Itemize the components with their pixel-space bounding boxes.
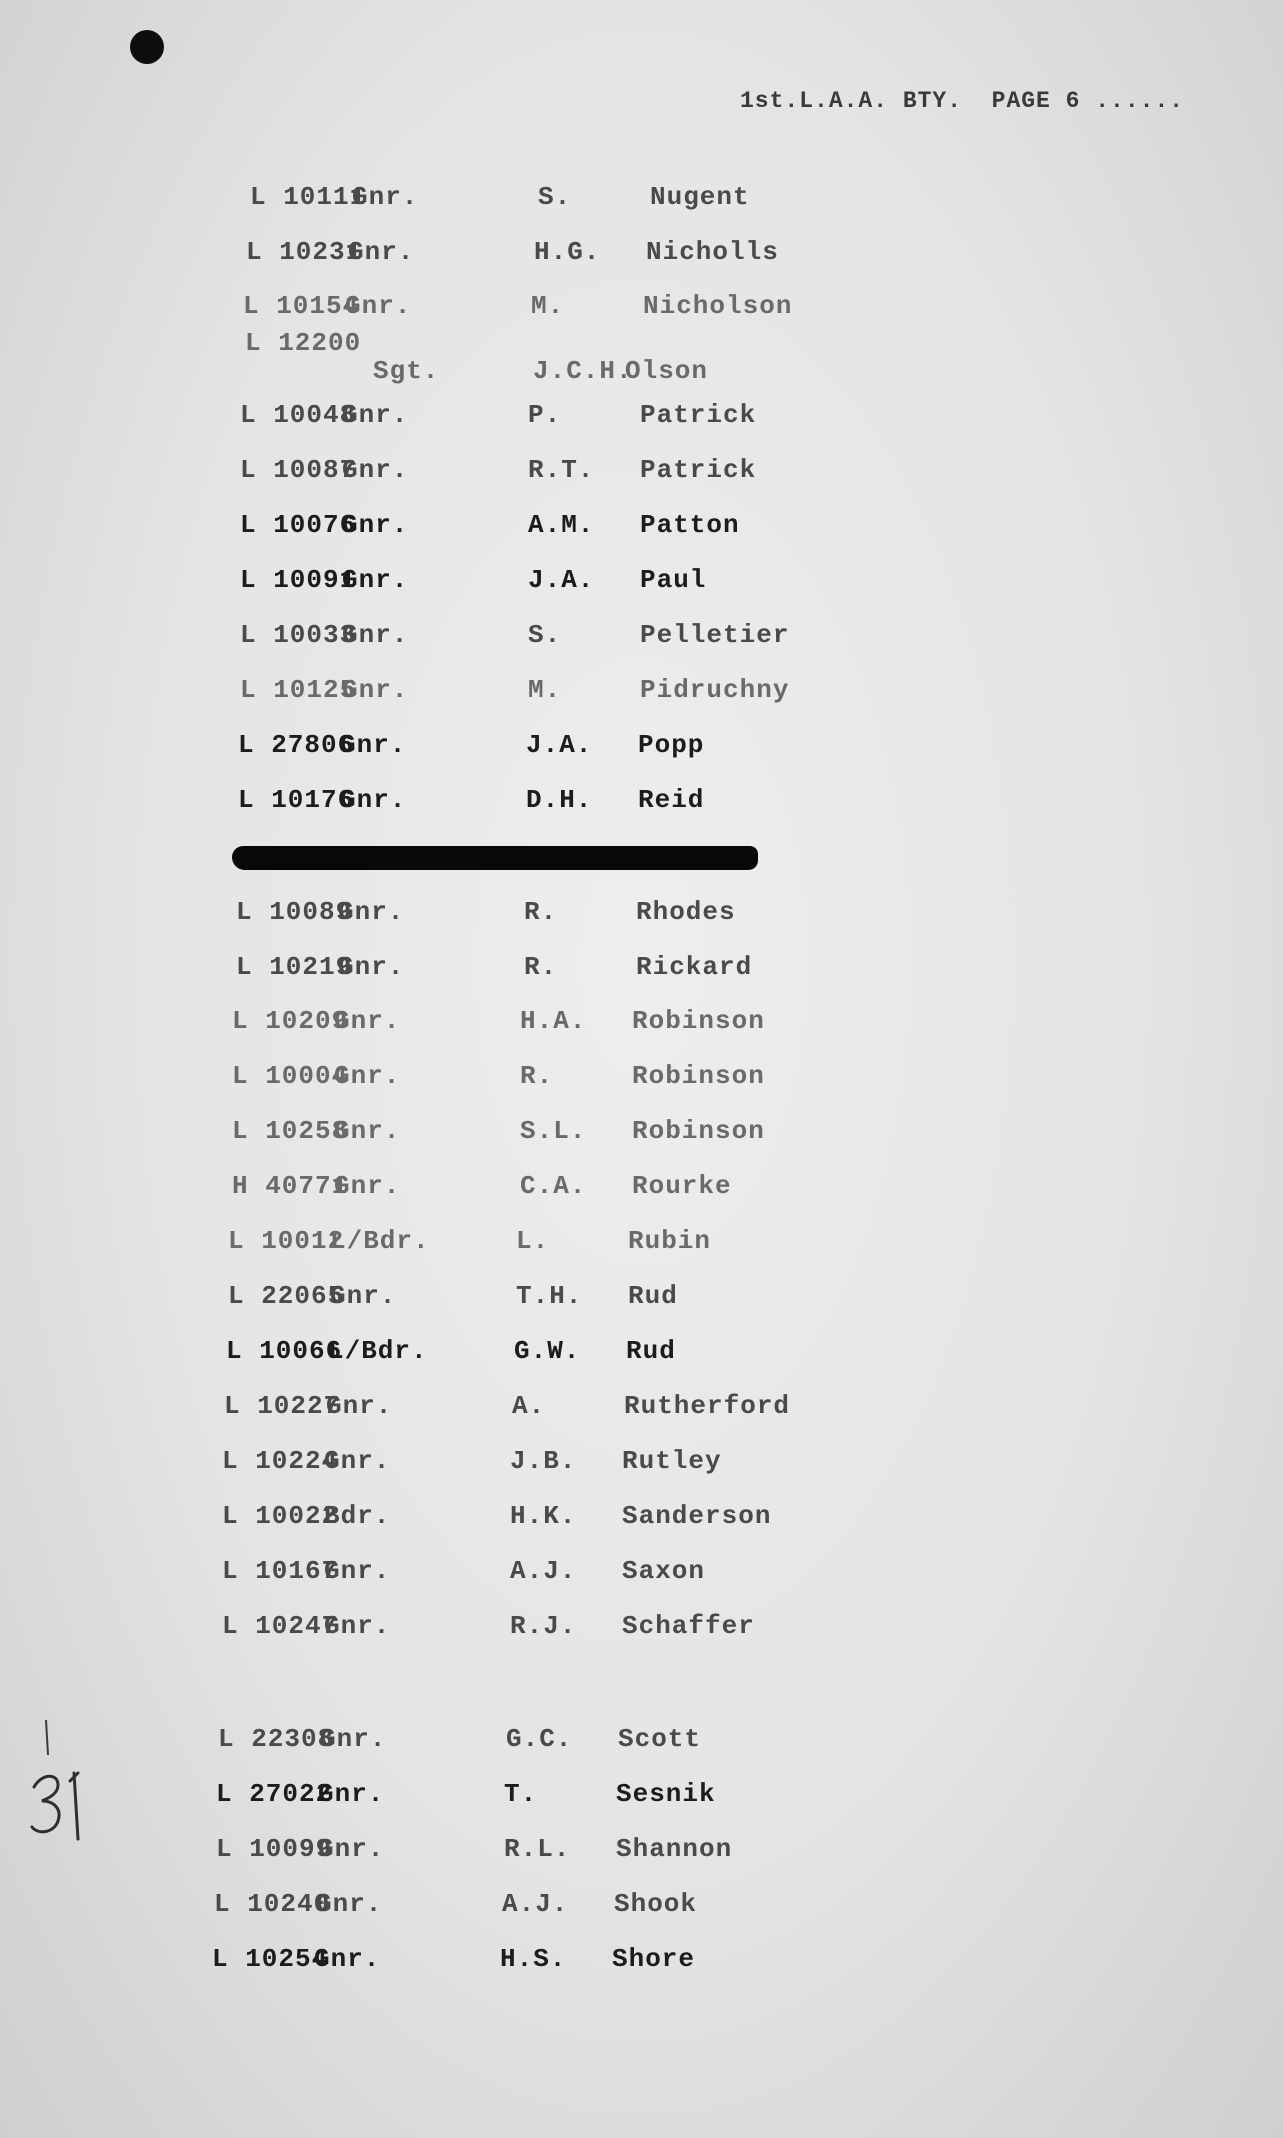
surname: Olson: [625, 356, 709, 386]
initials: R.L.: [504, 1834, 571, 1864]
rank: Gnr.: [338, 897, 405, 927]
punch-hole: [130, 30, 164, 64]
service-number: L 10087: [240, 455, 357, 485]
initials: A.: [512, 1391, 546, 1421]
rank: Gnr.: [352, 182, 419, 212]
initials: R.J.: [510, 1611, 577, 1641]
service-number: L 10167: [222, 1556, 339, 1586]
initials: S.: [528, 620, 562, 650]
rank: L/Bdr.: [328, 1336, 428, 1366]
surname: Sanderson: [622, 1501, 772, 1531]
rank: Gnr.: [318, 1834, 385, 1864]
rank: Gnr.: [342, 455, 409, 485]
surname: Rourke: [632, 1171, 732, 1201]
service-number: L 10219: [236, 952, 353, 982]
surname: Patrick: [640, 400, 757, 430]
surname: Patrick: [640, 455, 757, 485]
page-header: 1st.L.A.A. BTY. PAGE 6 ......: [740, 88, 1185, 114]
service-number: L 10004: [232, 1061, 349, 1091]
initials: R.: [524, 952, 558, 982]
rank: Gnr.: [334, 1006, 401, 1036]
service-number: L 10111: [250, 182, 367, 212]
surname: Scott: [618, 1724, 702, 1754]
service-number: H 40771: [232, 1171, 349, 1201]
surname: Rhodes: [636, 897, 736, 927]
rank: Gnr.: [338, 952, 405, 982]
surname: Shannon: [616, 1834, 733, 1864]
initials: J.B.: [510, 1446, 577, 1476]
initials: R.: [524, 897, 558, 927]
initials: S.L.: [520, 1116, 587, 1146]
rank: Bdr.: [324, 1501, 391, 1531]
service-number: L 10048: [240, 400, 357, 430]
service-number: L 10209: [232, 1006, 349, 1036]
initials: S.: [538, 182, 572, 212]
rank: Sgt.: [373, 356, 440, 386]
rank: Gnr.: [342, 565, 409, 595]
rank: Gnr.: [334, 1171, 401, 1201]
service-number: L 10231: [246, 237, 363, 267]
service-number: L 10076: [240, 510, 357, 540]
initials: R.: [520, 1061, 554, 1091]
service-number: L 10240: [214, 1889, 331, 1919]
surname: Rubin: [628, 1226, 712, 1256]
surname: Pidruchny: [640, 675, 790, 705]
surname: Nugent: [650, 182, 750, 212]
initials: R.T.: [528, 455, 595, 485]
rank: Gnr.: [326, 1391, 393, 1421]
handwritten-margin-note: [28, 1715, 98, 1855]
service-number: L 10099: [216, 1834, 333, 1864]
surname: Patton: [640, 510, 740, 540]
service-number: L 10224: [222, 1446, 339, 1476]
surname: Robinson: [632, 1116, 765, 1146]
service-number: L 22308: [218, 1724, 335, 1754]
rank: Gnr.: [318, 1779, 385, 1809]
rank: Gnr.: [334, 1116, 401, 1146]
rank: Gnr.: [345, 291, 412, 321]
service-number: L 10125: [240, 675, 357, 705]
service-number: L 10012: [228, 1226, 345, 1256]
initials: A.J.: [502, 1889, 569, 1919]
rank: L/Bdr.: [330, 1226, 430, 1256]
surname: Rutherford: [624, 1391, 791, 1421]
surname: Shore: [612, 1944, 696, 1974]
rank: Gnr.: [320, 1724, 387, 1754]
surname: Pelletier: [640, 620, 790, 650]
service-number: L 10089: [236, 897, 353, 927]
rank: Gnr.: [342, 510, 409, 540]
surname: Robinson: [632, 1006, 765, 1036]
rank: Gnr.: [324, 1446, 391, 1476]
initials: T.H.: [516, 1281, 583, 1311]
service-number: L 10066: [226, 1336, 343, 1366]
initials: P.: [528, 400, 562, 430]
rank: Gnr.: [324, 1611, 391, 1641]
service-number: L 27022: [216, 1779, 333, 1809]
surname: Popp: [638, 730, 705, 760]
initials: M.: [528, 675, 562, 705]
rank: Gnr.: [314, 1944, 381, 1974]
initials: T.: [504, 1779, 538, 1809]
initials: H.A.: [520, 1006, 587, 1036]
initials: A.M.: [528, 510, 595, 540]
rank: Gnr.: [348, 237, 415, 267]
rank: Gnr.: [330, 1281, 397, 1311]
surname: Nicholls: [646, 237, 779, 267]
rank: Gnr.: [340, 785, 407, 815]
redaction-bar: [232, 846, 758, 870]
initials: M.: [531, 291, 565, 321]
service-number: L 10091: [240, 565, 357, 595]
surname: Rutley: [622, 1446, 722, 1476]
service-number: L 27806: [238, 730, 355, 760]
service-number: L 10154: [243, 291, 360, 321]
surname: Saxon: [622, 1556, 706, 1586]
service-number: L 10247: [222, 1611, 339, 1641]
surname: Robinson: [632, 1061, 765, 1091]
surname: Nicholson: [643, 291, 793, 321]
initials: J.A.: [528, 565, 595, 595]
service-number: L 10258: [232, 1116, 349, 1146]
initials: G.C.: [506, 1724, 573, 1754]
initials: L.: [516, 1226, 550, 1256]
initials: G.W.: [514, 1336, 581, 1366]
initials: A.J.: [510, 1556, 577, 1586]
service-number: L 22065: [228, 1281, 345, 1311]
initials: J.C.H.: [533, 356, 633, 386]
rank: Gnr.: [324, 1556, 391, 1586]
rank: Gnr.: [342, 620, 409, 650]
rank: Gnr.: [342, 400, 409, 430]
rank: Gnr.: [316, 1889, 383, 1919]
surname: Paul: [640, 565, 707, 595]
initials: H.G.: [534, 237, 601, 267]
surname: Reid: [638, 785, 705, 815]
initials: H.K.: [510, 1501, 577, 1531]
surname: Sesnik: [616, 1779, 716, 1809]
initials: D.H.: [526, 785, 593, 815]
service-number: L 10254: [212, 1944, 329, 1974]
surname: Rud: [626, 1336, 676, 1366]
service-number: L 10022: [222, 1501, 339, 1531]
initials: C.A.: [520, 1171, 587, 1201]
rank: Gnr.: [334, 1061, 401, 1091]
rank: Gnr.: [340, 730, 407, 760]
service-number: L 10176: [238, 785, 355, 815]
service-number: L 10033: [240, 620, 357, 650]
rank: Gnr.: [342, 675, 409, 705]
surname: Rud: [628, 1281, 678, 1311]
initials: H.S.: [500, 1944, 567, 1974]
surname: Shook: [614, 1889, 698, 1919]
surname: Schaffer: [622, 1611, 755, 1641]
service-number: L 10227: [224, 1391, 341, 1421]
initials: J.A.: [526, 730, 593, 760]
service-number: L 12200: [245, 328, 362, 358]
surname: Rickard: [636, 952, 753, 982]
